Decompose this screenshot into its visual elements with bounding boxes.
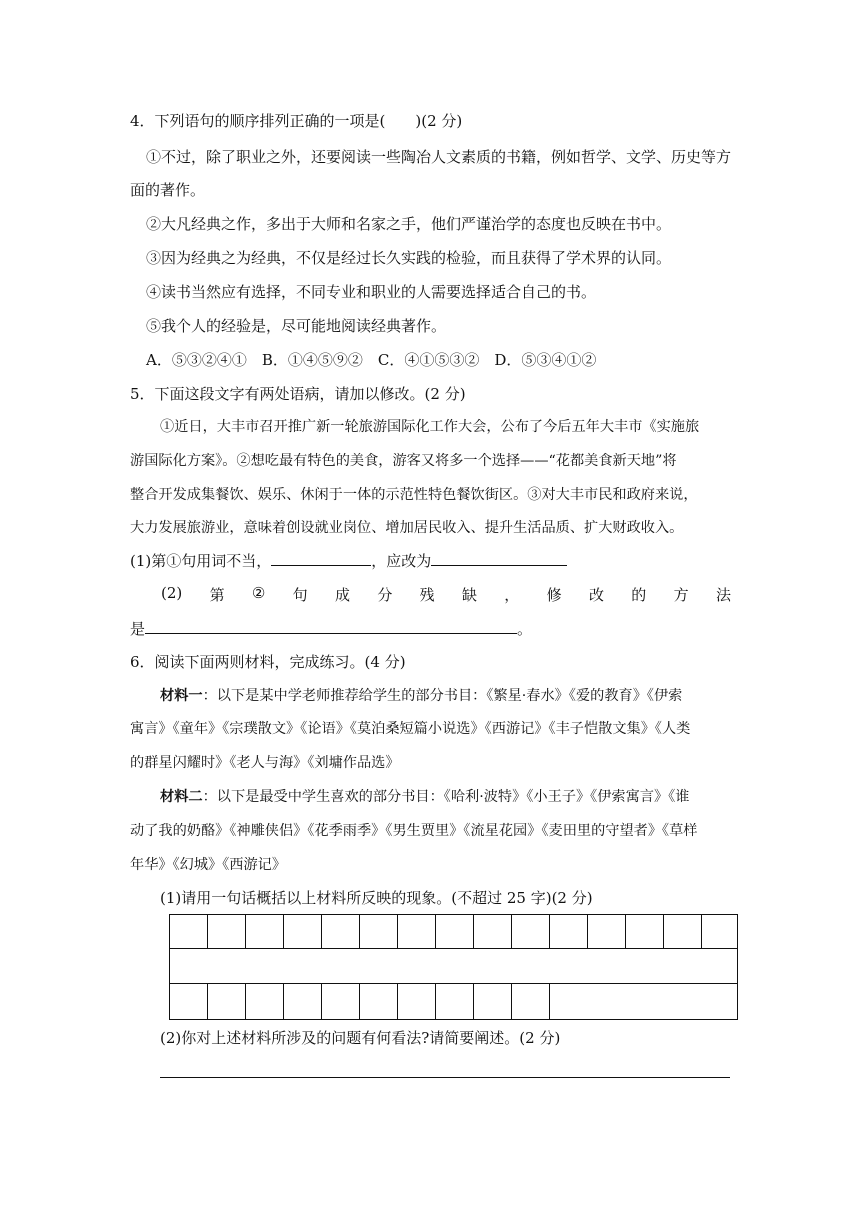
q4-sentence-5: ⑤我个人的经验是，尽可能地阅读经典著作。 bbox=[146, 317, 447, 335]
q5-sub2-word: 方 bbox=[673, 586, 689, 604]
q6-material-1-text: ：以下是某中学老师推荐给学生的部分书目：《繁星·春水》《爱的教育》《伊索 bbox=[202, 688, 683, 704]
q5-sub2-shi: 是 bbox=[130, 620, 146, 638]
answer-grid-cell[interactable] bbox=[626, 915, 664, 948]
q6-material-1-label: 材料一 bbox=[160, 688, 203, 704]
q4-sentence-2: ②大凡经典之作，多出于大师和名家之手，他们严谨治学的态度也反映在书中。 bbox=[146, 215, 672, 233]
q4-options: A．⑤③②④① B．①④⑤⑨② C．④①⑤③② D．⑤③④①② bbox=[146, 351, 597, 369]
q5-sub1-text-a: (1)第①句用词不当， bbox=[130, 552, 272, 570]
q6-material-2-label: 材料二 bbox=[160, 789, 203, 805]
q5-passage-line-3: 整合开发成集餐饮、娱乐、休闲于一体的示范性特色餐饮街区。③对大丰市民和政府来说， bbox=[130, 487, 698, 503]
answer-grid-cell[interactable] bbox=[474, 915, 512, 948]
answer-line[interactable] bbox=[160, 1077, 730, 1078]
q4-stem: 4．下列语句的顺序排列正确的一项是( )(2 分) bbox=[130, 112, 463, 130]
answer-grid-remaining-space bbox=[550, 984, 737, 1019]
q5-sub2-word: 法 bbox=[715, 586, 731, 604]
q5-sub2-word: 残 bbox=[419, 586, 435, 604]
q5-passage-line-2: 游国际化方案》。②想吃最有特色的美食，游客又将多一个选择——“花都美食新天地”将 bbox=[130, 453, 677, 469]
answer-grid-cell[interactable] bbox=[322, 915, 360, 948]
answer-grid-cell[interactable] bbox=[398, 984, 436, 1019]
answer-grid-row-1 bbox=[170, 915, 737, 949]
answer-grid-cell[interactable] bbox=[512, 984, 550, 1019]
q5-sub2-word: (2) bbox=[161, 584, 183, 602]
answer-grid-cell[interactable] bbox=[436, 915, 474, 948]
answer-grid-cell[interactable] bbox=[702, 915, 737, 948]
answer-grid-cell[interactable] bbox=[284, 915, 322, 948]
q6-material-2-line-2: 动了我的奶酪》《神雕侠侣》《花季雨季》《男生贾里》《流星花园》《麦田里的守望者》《草样 bbox=[130, 823, 698, 839]
q4-sentence-1-cont: 面的著作。 bbox=[130, 181, 206, 199]
q5-passage-line-4: 大力发展旅游业，意味着创设就业岗位、增加居民收入、提升生活品质、扩大财政收入。 bbox=[130, 520, 684, 536]
q5-sub1-blank-wrong-word[interactable] bbox=[271, 551, 371, 566]
answer-grid-cell[interactable] bbox=[208, 915, 246, 948]
q5-sub2-word: ， bbox=[504, 586, 520, 604]
answer-grid-row-3 bbox=[170, 984, 737, 1019]
answer-grid-row-2[interactable] bbox=[170, 949, 737, 984]
answer-grid-cell[interactable] bbox=[398, 915, 436, 948]
answer-grid-cell[interactable] bbox=[664, 915, 702, 948]
answer-grid-cell[interactable] bbox=[588, 915, 626, 948]
q5-sub2-word: 改 bbox=[588, 586, 604, 604]
q6-material-1-line-1 bbox=[160, 686, 682, 706]
q4-sentence-4: ④读书当然应有选择，不同专业和职业的人需要选择适合自己的书。 bbox=[146, 283, 597, 301]
answer-grid-cell[interactable] bbox=[170, 984, 208, 1019]
answer-grid-cell[interactable] bbox=[284, 984, 322, 1019]
q5-sub2-word: 句 bbox=[292, 586, 308, 604]
q6-sub2: (2)你对上述材料所涉及的问题有何看法?请简要阐述。(2 分) bbox=[160, 1029, 561, 1047]
answer-grid-cell[interactable] bbox=[360, 915, 398, 948]
q5-sub2-word: 第 bbox=[209, 586, 225, 604]
q5-sub1 bbox=[130, 551, 567, 571]
q6-sub1: (1)请用一句话概括以上材料所反映的现象。(不超过 25 字)(2 分) bbox=[160, 889, 593, 907]
q5-sub2-line bbox=[161, 584, 731, 605]
answer-grid-cell[interactable] bbox=[360, 984, 398, 1019]
q5-sub2-word: 的 bbox=[631, 586, 647, 604]
q5-sub1-blank-correction[interactable] bbox=[431, 551, 567, 566]
q6-material-2-line-3: 年华》《幻城》《西游记》 bbox=[130, 857, 287, 873]
answer-grid[interactable] bbox=[169, 914, 738, 1020]
q5-sub1-text-b: ，应改为 bbox=[371, 552, 432, 570]
q5-passage-line-1: ①近日，大丰市召开推广新一轮旅游国际化工作大会，公布了今后五年大丰市《实施旅 bbox=[160, 419, 700, 435]
answer-grid-cell[interactable] bbox=[550, 915, 588, 948]
q5-stem: 5．下面这段文字有两处语病，请加以修改。(2 分) bbox=[130, 385, 466, 403]
q4-sentence-3: ③因为经典之为经典，不仅是经过长久实践的检验，而且获得了学术界的认同。 bbox=[146, 249, 672, 267]
q5-sub2-word: 修 bbox=[546, 586, 562, 604]
q6-stem: 6．阅读下面两则材料，完成练习。(4 分) bbox=[130, 653, 406, 671]
q5-sub2-word: 分 bbox=[377, 586, 393, 604]
q5-sub2-word: 缺 bbox=[461, 586, 477, 604]
answer-grid-cell[interactable] bbox=[246, 984, 284, 1019]
q6-material-1-line-3: 的群星闪耀时》《老人与海》《刘墉作品选》 bbox=[130, 755, 400, 771]
q5-sub2-word: ② bbox=[251, 584, 266, 602]
q5-sub2-blank[interactable] bbox=[145, 619, 517, 634]
answer-grid-cell[interactable] bbox=[512, 915, 550, 948]
q5-sub2-period: 。 bbox=[517, 620, 533, 638]
q6-material-1-line-2: 寓言》《童年》《宗璞散文》《论语》《莫泊桑短篇小说选》《西游记》《丰子恺散文集》《人类 bbox=[130, 721, 691, 737]
answer-grid-cell[interactable] bbox=[436, 984, 474, 1019]
q5-sub2-word: 成 bbox=[334, 586, 350, 604]
answer-grid-cell[interactable] bbox=[322, 984, 360, 1019]
q5-sub2-answer-line bbox=[130, 619, 532, 639]
answer-grid-cell[interactable] bbox=[170, 915, 208, 948]
q6-material-2-text: ：以下是最受中学生喜欢的部分书目：《哈利·波特》《小王子》《伊索寓言》《谁 bbox=[202, 789, 690, 805]
q6-material-2-line-1 bbox=[160, 787, 689, 807]
answer-grid-cell[interactable] bbox=[208, 984, 246, 1019]
q4-sentence-1: ①不过，除了职业之外，还要阅读一些陶冶人文素质的书籍，例如哲学、文学、历史等方 bbox=[146, 148, 732, 166]
answer-grid-cell[interactable] bbox=[246, 915, 284, 948]
answer-grid-cell[interactable] bbox=[474, 984, 512, 1019]
